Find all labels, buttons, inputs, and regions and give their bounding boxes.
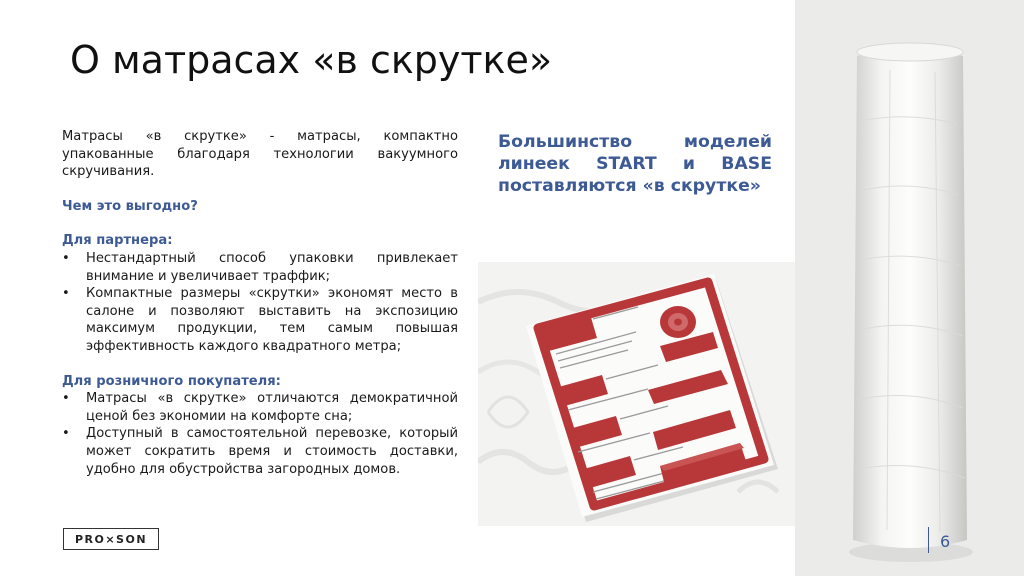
retail-item: • Матрасы «в скрутке» отличаются демократичной ценой без экономии на комфорте сна; (62, 390, 458, 425)
page-number: 6 (940, 532, 951, 551)
callout-text: Большинство моделей линеек START и BASE поставляются «в скрутке» (498, 132, 772, 196)
intro-paragraph: Матрасы «в скрутке» - матрасы, компактно упакованные благодаря технологии вакуумного скручивания. (62, 129, 458, 180)
retail-heading: Для розничного покупателя: (62, 373, 281, 389)
benefit-question: Чем это выгодно? (62, 198, 198, 214)
retail-item: • Доступный в самостоятельной перевозке, который может сократить время и стоимость доставки, удобно для обустройства загородных домов. (62, 425, 458, 478)
body-text (62, 128, 458, 478)
partner-heading: Для партнера: (62, 233, 173, 249)
rolled-mattress-photo (795, 0, 1024, 576)
proxson-logo: PRO×SON (63, 528, 159, 550)
footer-divider (928, 527, 929, 553)
slide-title: О матрасах «в скрутке» (70, 38, 553, 82)
instruction-card-photo (478, 262, 795, 526)
retail-list (62, 390, 458, 478)
partner-item: • Компактные размеры «скрутки» экономят место в салоне и позволяют выставить на экспозицию максимум продукции, тем самым повышая эффективность каждого квадратного метра; (62, 285, 458, 355)
partner-item: • Нестандартный способ упаковки привлекает внимание и увеличивает траффик; (62, 250, 458, 285)
partner-list (62, 250, 458, 356)
